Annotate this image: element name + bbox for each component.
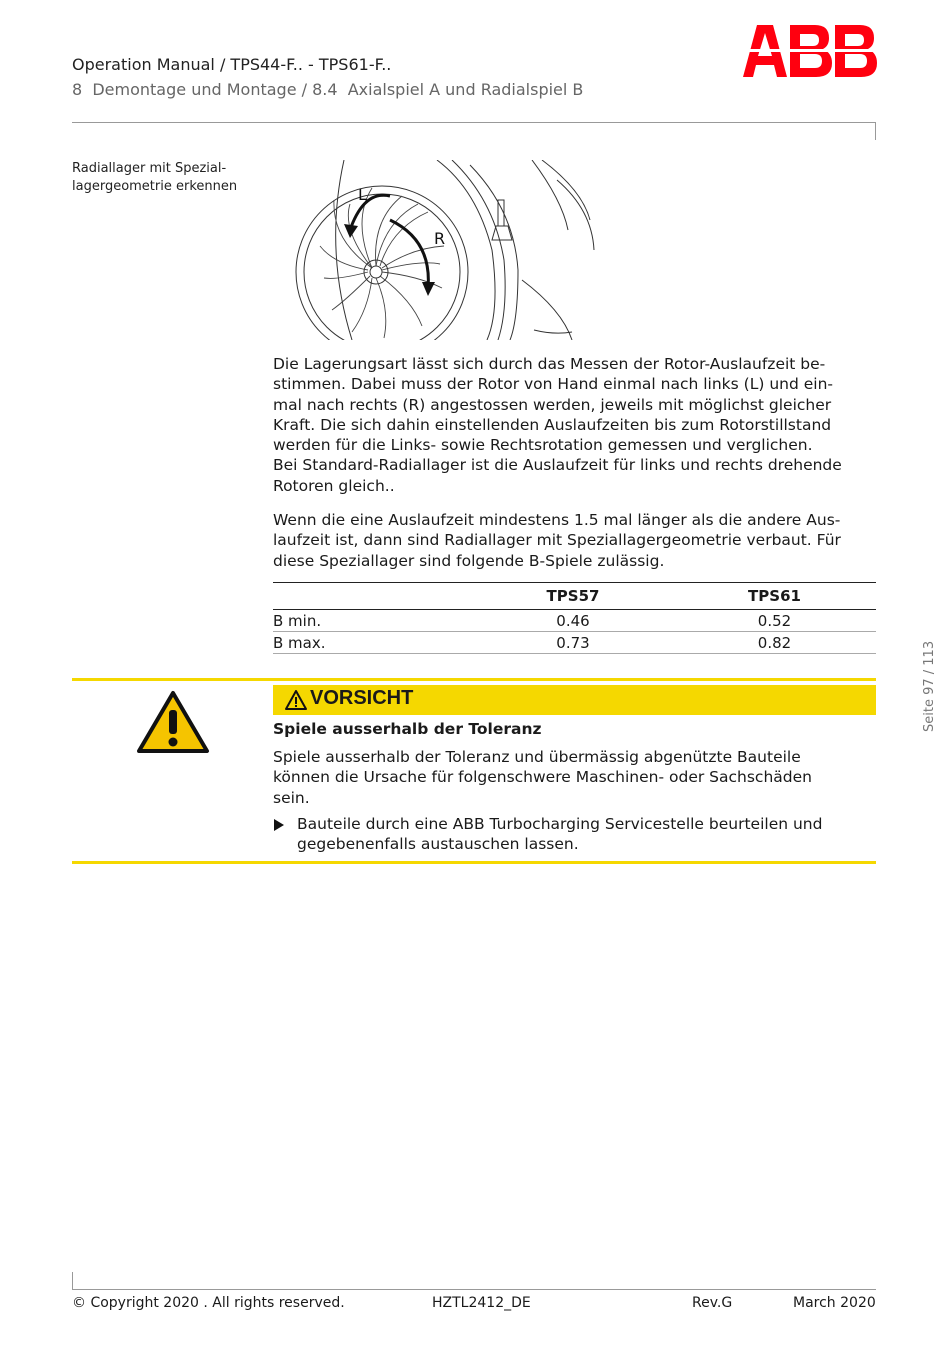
rotation-label-right: R [434,229,446,248]
figure-caption: Radiallager mit Spezial- lagergeometrie erkennen [72,161,238,194]
footer-date: March 2020 [793,1295,876,1311]
body-paragraph: Wenn die eine Auslaufzeit mindestens 1.5 mal länger als die andere Aus- laufzeit ist, dann sind Radiallager mit Speziallagergeometrie verbaut. Für diese Speziallager sind folgende B-Spiele zulässig. [273,511,841,570]
warning-text: Spiele ausserhalb der Toleranz und übermässig abgenützte Bauteile können die Ursache für folgenschwere Maschinen- oder Sachschäden sein. [273,748,812,807]
warning-triangle-icon [136,690,210,754]
footer-divider [72,1289,876,1290]
bullet-arrow-icon [273,818,285,832]
header-divider [72,122,876,123]
header-divider-tick [875,122,876,140]
table-cell: 0.46 [473,610,673,632]
body-paragraph: Die Lagerungsart lässt sich durch das Messen der Rotor-Auslaufzeit be- stimmen. Dabei muss der Rotor von Hand einmal nach links (L) und ein- mal nach rechts (R) angestossen werden, jeweils mit möglichst gleicher Kraft. Die sich dahin einstellenden Auslaufzeiten bis zum Rotorstillstand werden für die Links- sowie Rechtsrotation gemessen und verglichen. Bei Standard-Radiallager ist die Auslaufzeit für links und rechts drehende Rotoren gleich.. [273,355,842,495]
warning-action-item: Bauteile durch eine ABB Turbocharging Servicestelle beurteilen und gegebenenfalls austauschen lassen. [297,815,823,854]
footer-copyright: © Copyright 2020 . All rights reserved. [72,1295,345,1311]
warning-small-icon [284,689,308,711]
warning-heading: Spiele ausserhalb der Toleranz [273,720,542,738]
table-header-cell: TPS61 [673,583,876,610]
footer-tick [72,1272,73,1290]
document-title: Operation Manual / TPS44-F.. - TPS61-F.. [72,55,392,74]
table-cell: 0.52 [673,610,876,632]
abb-logo [743,25,877,77]
table-header-row [273,583,876,610]
clearance-table [273,582,876,654]
table-cell: B min. [273,610,473,632]
footer-doc-id: HZTL2412_DE [432,1295,531,1311]
signal-word: VORSICHT [310,687,414,709]
table-cell: 0.82 [673,632,876,654]
table-row [273,632,876,654]
page-number: Seite 97 / 113 [922,640,937,732]
table-header-cell: TPS57 [473,583,673,610]
table-cell: 0.73 [473,632,673,654]
rotation-label-left: L [358,185,367,204]
section-breadcrumb: 8 Demontage und Montage / 8.4 Axialspiel A und Radialspiel B [72,80,584,99]
warning-bottom-rule [72,861,876,864]
table-cell: B max. [273,632,473,654]
footer-revision: Rev.G [692,1295,733,1311]
page-number-wrap [920,620,944,736]
table-header-cell [273,583,473,610]
warning-top-rule [72,678,876,681]
rotor-rotation-figure [272,160,652,340]
table-row [273,610,876,632]
